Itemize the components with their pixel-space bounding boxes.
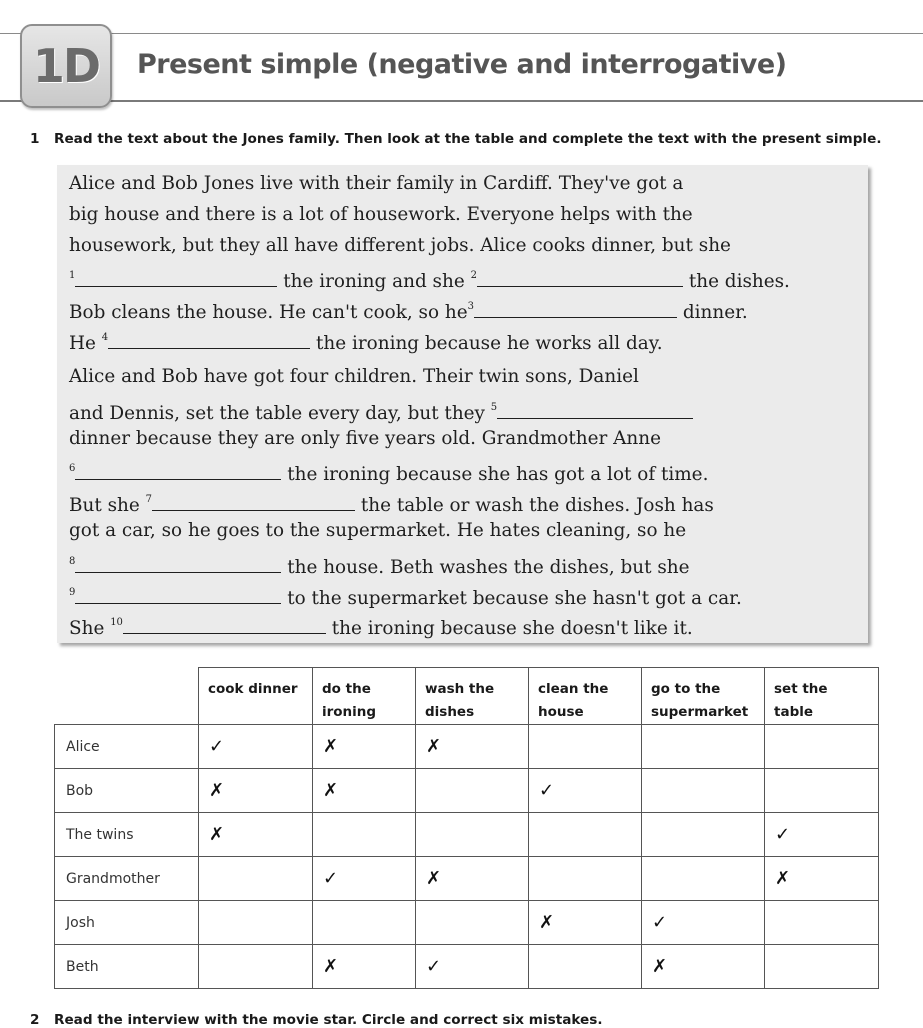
- tick-mark-cell: ✓: [765, 813, 879, 857]
- empty-cell: [416, 769, 529, 813]
- paragraph-1: [69, 169, 851, 354]
- cross-mark-cell: ✗: [416, 857, 529, 901]
- gap-number: 4: [101, 331, 109, 343]
- table-corner-cell: [55, 668, 199, 725]
- empty-cell: [529, 813, 642, 857]
- exercise-2-instruction: [30, 1012, 910, 1028]
- empty-cell: [642, 725, 765, 769]
- answer-blank-5[interactable]: [497, 399, 693, 419]
- cross-mark-cell: ✗: [313, 945, 416, 989]
- empty-cell: [642, 857, 765, 901]
- unit-badge-label: 1D: [32, 39, 100, 93]
- empty-cell: [529, 945, 642, 989]
- text-line: $^8$ the house. Beth washes the dishes, but she: [69, 547, 742, 578]
- paragraph-2: [69, 362, 742, 639]
- row-name-cell: Beth: [55, 945, 199, 989]
- col-header-do-the-ironing: do the ironing: [313, 668, 416, 725]
- empty-cell: [642, 813, 765, 857]
- table-row: [55, 769, 879, 813]
- tick-mark-cell: ✓: [416, 945, 529, 989]
- empty-cell: [416, 813, 529, 857]
- table-row: [55, 945, 879, 989]
- text-line: $^6$ the ironing because she has got a lot of time.: [69, 454, 742, 485]
- gap-number: 2: [470, 270, 477, 282]
- answer-blank-7[interactable]: [152, 491, 355, 511]
- answer-blank-1[interactable]: [75, 267, 277, 287]
- exercise-2-text: Read the interview with the movie star. Circle and correct six mistakes.: [54, 1012, 603, 1028]
- empty-cell: [765, 901, 879, 945]
- answer-blank-10[interactable]: [123, 614, 326, 634]
- answer-blank-3[interactable]: [474, 298, 677, 318]
- gap-number: 5: [490, 401, 498, 413]
- text-line: housework, but they all have different jobs. Alice cooks dinner, but she: [69, 234, 731, 256]
- table-row: [55, 901, 879, 945]
- answer-blank-2[interactable]: [477, 267, 683, 287]
- cross-mark-cell: ✗: [642, 945, 765, 989]
- chores-table: [54, 667, 879, 989]
- exercise-1-instruction: [30, 131, 910, 147]
- empty-cell: [199, 945, 313, 989]
- exercise-2-number: 2: [30, 1012, 40, 1028]
- page-title: Present simple (negative and interrogative): [137, 49, 787, 80]
- gap-number: 8: [69, 555, 76, 567]
- answer-blank-8[interactable]: [75, 553, 281, 573]
- text-line: Bob cleans the house. He can't cook, so $he^3$ dinner.: [69, 292, 851, 323]
- table-row: [55, 725, 879, 769]
- exercise-1-text: Read the text about the Jones family. Then look at the table and complete the text with the present simple.: [54, 131, 882, 147]
- text-line: He $^4$ the ironing because he works all day.: [69, 323, 851, 354]
- text-line: Alice and Bob Jones live with their family in Cardiff. They've got a: [69, 173, 684, 194]
- empty-cell: [765, 945, 879, 989]
- text-line: big house and there is a lot of housework. Everyone helps with the: [69, 203, 693, 225]
- answer-blank-6[interactable]: [75, 460, 281, 480]
- row-name-cell: Josh: [55, 901, 199, 945]
- answer-blank-9[interactable]: [75, 584, 281, 604]
- col-header-go-to-the-supermarket: go to the supermarket: [642, 668, 765, 725]
- col-header-wash-the-dishes: wash the dishes: [416, 668, 529, 725]
- text-line: dinner because they are only five years old. Grandmother Anne: [69, 427, 661, 449]
- col-header-set-the-table: set the table: [765, 668, 879, 725]
- tick-mark-cell: ✓: [199, 725, 313, 769]
- gap-number: 6: [69, 463, 76, 475]
- reading-text-box: [57, 165, 868, 643]
- gap-number: 9: [69, 586, 76, 598]
- text-line: and Dennis, set the table every day, but they $^5$: [69, 393, 742, 424]
- table-row: [55, 857, 879, 901]
- empty-cell: [529, 725, 642, 769]
- empty-cell: [313, 813, 416, 857]
- table-row: [55, 813, 879, 857]
- row-name-cell: Bob: [55, 769, 199, 813]
- cross-mark-cell: ✗: [416, 725, 529, 769]
- cross-mark-cell: ✗: [199, 813, 313, 857]
- tick-mark-cell: ✓: [313, 857, 416, 901]
- row-name-cell: Alice: [55, 725, 199, 769]
- cross-mark-cell: ✗: [529, 901, 642, 945]
- empty-cell: [642, 769, 765, 813]
- row-name-cell: Grandmother: [55, 857, 199, 901]
- empty-cell: [416, 901, 529, 945]
- empty-cell: [529, 857, 642, 901]
- gap-number: 3: [467, 301, 475, 313]
- header-bottom-rule: [0, 100, 923, 102]
- cross-mark-cell: ✗: [765, 857, 879, 901]
- empty-cell: [199, 857, 313, 901]
- answer-blank-4[interactable]: [108, 329, 310, 349]
- gap-number: 10: [110, 617, 123, 629]
- text-line: Alice and Bob have got four children. Their twin sons, Daniel: [69, 366, 639, 387]
- cross-mark-cell: ✗: [313, 725, 416, 769]
- header-top-rule: [0, 33, 923, 34]
- text-line: got a car, so he goes to the supermarket. He hates cleaning, so he: [69, 519, 687, 541]
- empty-cell: [313, 901, 416, 945]
- table-header-row: [55, 668, 879, 725]
- col-header-clean-the-house: clean the house: [529, 668, 642, 725]
- col-header-cook-dinner: cook dinner: [199, 668, 313, 725]
- tick-mark-cell: ✓: [529, 769, 642, 813]
- unit-badge: [20, 24, 112, 108]
- gap-number: 7: [145, 494, 152, 506]
- empty-cell: [765, 769, 879, 813]
- text-line: But she $^7$ the table or wash the dishes. Josh has: [69, 485, 742, 516]
- text-line: She $^{10}$ the ironing because she doesn't like it.: [69, 608, 742, 639]
- text-line: $^1$ the ironing and she $^2$ the dishes.: [69, 261, 851, 292]
- exercise-1-number: 1: [30, 131, 40, 147]
- empty-cell: [765, 725, 879, 769]
- cross-mark-cell: ✗: [313, 769, 416, 813]
- tick-mark-cell: ✓: [642, 901, 765, 945]
- text-line: $^9$ to the supermarket because she hasn't got a car.: [69, 578, 742, 609]
- empty-cell: [199, 901, 313, 945]
- gap-number: 1: [69, 270, 76, 282]
- row-name-cell: The twins: [55, 813, 199, 857]
- cross-mark-cell: ✗: [199, 769, 313, 813]
